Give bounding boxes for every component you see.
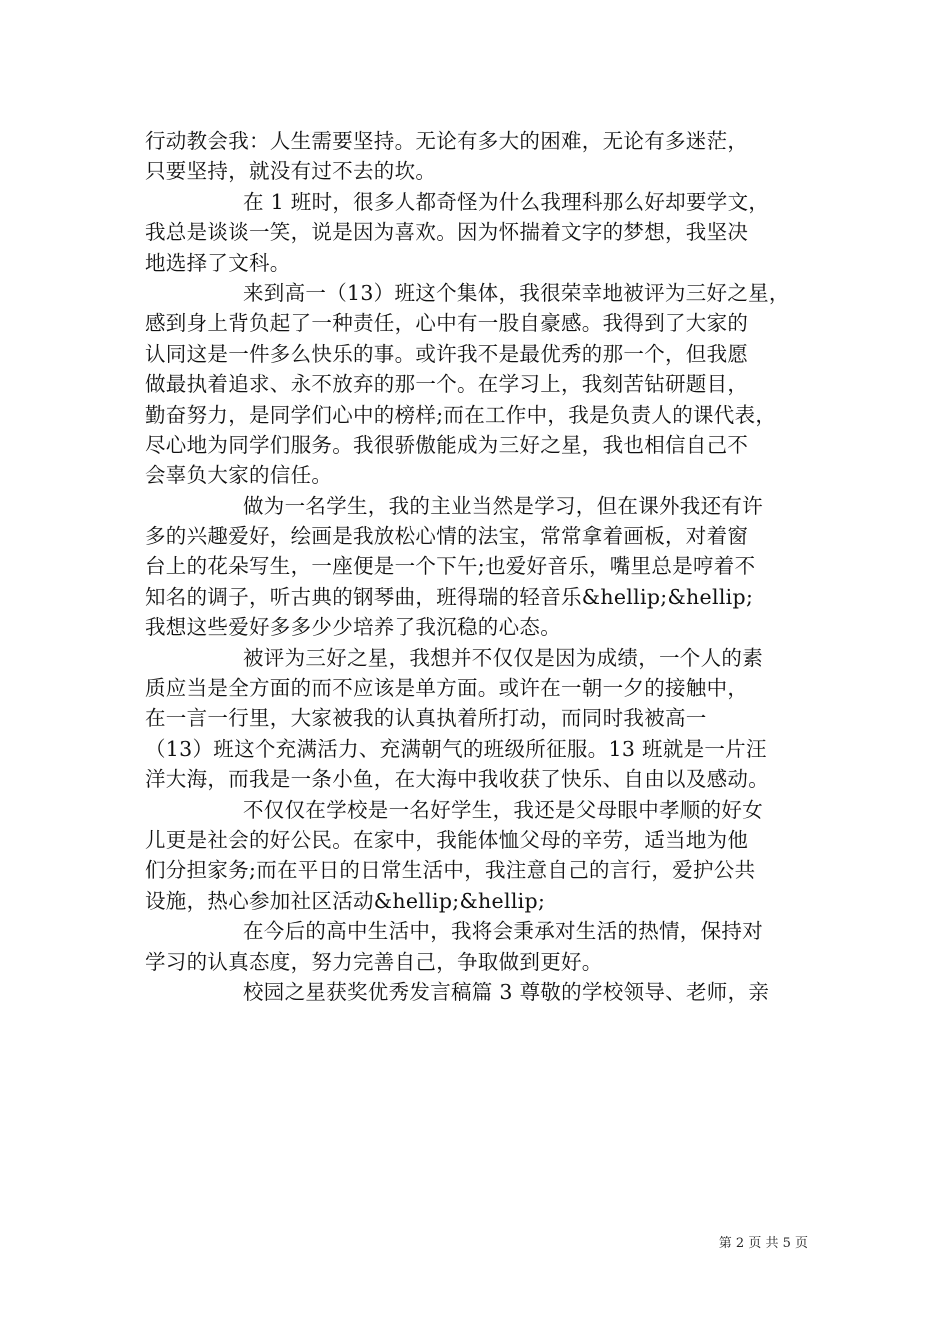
paragraph-line: 认同这是一件多么快乐的事。或许我不是最优秀的那一个，但我愿 (145, 341, 749, 366)
paragraph-line: 在 1 班时，很多人都奇怪为什么我理科那么好却要学文， (243, 189, 770, 214)
paragraph-line: 会辜负大家的信任。 (145, 463, 333, 488)
paragraph-line: 知名的调子，听古典的钢琴曲，班得瑞的轻音乐&hellip;&hellip; (145, 584, 754, 609)
paragraph-line: 多的兴趣爱好，绘画是我放松心情的法宝，常常拿着画板，对着窗 (145, 524, 749, 549)
paragraph-line: 勤奋努力，是同学们心中的榜样;而在工作中，我是负责人的课代表， (145, 402, 777, 427)
paragraph-line: 我想这些爱好多多少少培养了我沉稳的心态。 (145, 615, 561, 640)
paragraph-line: 儿更是社会的好公民。在家中，我能体恤父母的辛劳，适当地为他 (145, 827, 749, 852)
paragraph-line: 不仅仅在学校是一名好学生，我还是父母眼中孝顺的好女 (243, 797, 763, 822)
paragraph-line: 设施，热心参加社区活动&hellip;&hellip; (145, 888, 546, 913)
paragraph-line: 做为一名学生，我的主业当然是学习，但在课外我还有许 (243, 493, 763, 518)
paragraph-4 (145, 491, 805, 643)
paragraph-line: 地选择了文科。 (145, 250, 291, 275)
paragraph-7 (145, 916, 805, 977)
paragraph-line: 尽心地为同学们服务。我很骄傲能成为三好之星，我也相信自己不 (145, 432, 749, 457)
page-number-footer: 第 2 页 共 5 页 (718, 1236, 808, 1251)
paragraph-line: 被评为三好之星，我想并不仅仅是因为成绩，一个人的素 (243, 645, 763, 670)
paragraph-line: 学习的认真态度，努力完善自己，争取做到更好。 (145, 949, 603, 974)
paragraph-line: 在今后的高中生活中，我将会秉承对生活的热情，保持对 (243, 919, 763, 944)
paragraph-line: 质应当是全方面的而不应该是单方面。或许在一朝一夕的接触中， (145, 676, 749, 701)
paragraph-line: 台上的花朵写生，一座便是一个下午;也爱好音乐，嘴里总是哼着不 (145, 554, 756, 579)
paragraph-2 (145, 187, 805, 278)
paragraph-line: 我总是谈谈一笑，说是因为喜欢。因为怀揣着文字的梦想，我坚决 (145, 220, 749, 245)
paragraph-line: 感到身上背负起了一种责任，心中有一股自豪感。我得到了大家的 (145, 311, 749, 336)
paragraph-8 (145, 977, 805, 1007)
paragraph-line: 们分担家务;而在平日的日常生活中，我注意自己的言行，爱护公共 (145, 858, 756, 883)
paragraph-3 (145, 278, 805, 491)
document-body (145, 126, 805, 1007)
paragraph-line: 做最执着追求、永不放弃的那一个。在学习上，我刻苦钻研题目， (145, 372, 749, 397)
paragraph-line: 只要坚持，就没有过不去的坎。 (145, 159, 437, 184)
paragraph-6 (145, 795, 805, 917)
paragraph-line: 行动教会我：人生需要坚持。无论有多大的困难，无论有多迷茫， (145, 129, 749, 153)
paragraph-line: 来到高一（13）班这个集体，我很荣幸地被评为三好之星， (243, 280, 790, 305)
paragraph-line: 在一言一行里，大家被我的认真执着所打动，而同时我被高一 (145, 706, 707, 731)
paragraph-1 (145, 126, 805, 187)
paragraph-line: （13）班这个充满活力、充满朝气的班级所征服。13 班就是一片汪 (145, 736, 767, 761)
paragraph-5 (145, 643, 805, 795)
paragraph-line: 校园之星获奖优秀发言稿篇 3 尊敬的学校领导、老师，亲 (243, 979, 770, 1004)
paragraph-line: 洋大海，而我是一条小鱼，在大海中我收获了快乐、自由以及感动。 (145, 767, 769, 792)
